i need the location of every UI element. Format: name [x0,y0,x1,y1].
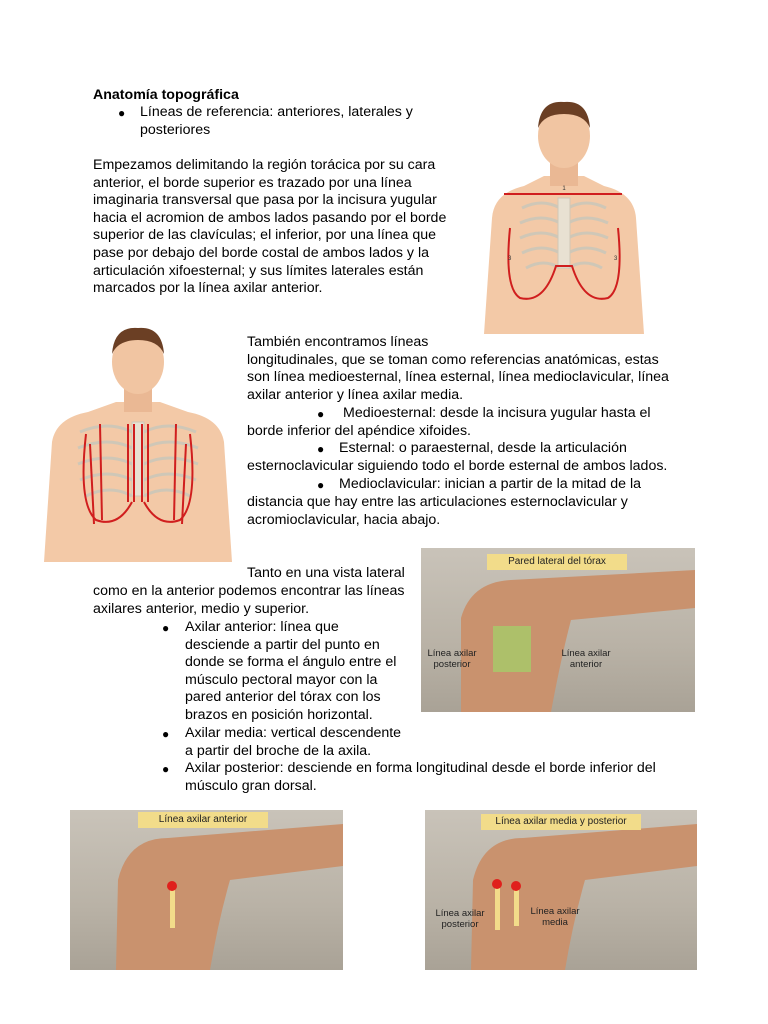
label-axilar-media: Línea axilar media [530,906,580,928]
bullet-icon: ● [317,407,325,421]
text-line: axilar anterior y línea axilar media. [247,386,464,403]
list-item-esternal-rest: esternoclavicular siguiendo todo el borde esternal de ambos lados. [247,458,668,474]
label-axilar-posterior: Línea axilar posterior [427,648,477,670]
text-line: Axilar media: vertical descendente [185,725,402,741]
thorax-anterior-figure-2 [38,324,238,562]
text-line: longitudinales, que se toman como referencias anatómicas, estas [247,351,659,368]
axilar-anterior-title: Línea axilar anterior [138,812,268,828]
bullet-icon: ● [162,621,170,635]
text-line: desciende a partir del punto en [185,636,380,653]
axilar-anterior-photo [70,810,343,970]
text-line: brazos en posición horizontal. [185,706,373,723]
paragraph-longitudinal [247,334,677,404]
list-item-medioesternal-first: Medioesternal: desde la incisura yugular hasta el [343,405,651,421]
reference-lines-item [140,104,413,139]
text-line: Axilar posterior: desciende en forma longitudinal desde el borde inferior del [185,760,656,776]
text-line: Líneas de referencia: anteriores, laterales y [140,104,413,120]
text-line: pared anterior del tórax con los [185,689,381,706]
bullet-icon: ● [317,442,325,456]
text-line: donde se forma el ángulo entre el [185,654,397,671]
text-line: posteriores [140,121,211,138]
list-item-axilar-anterior [185,619,396,725]
axilar-media-posterior-title: Línea axilar media y posterior [481,814,641,830]
list-item-axilar-media [185,725,401,760]
bullet-icon: ● [162,727,170,741]
text-line: marcados por la línea axilar anterior. [93,280,323,297]
section-title: Anatomía topográfica [93,87,239,103]
list-item-esternal-first: Esternal: o paraesternal, desde la articulación [339,440,627,456]
paragraph-axilar-line2: como en la anterior podemos encontrar las líneas [93,583,405,599]
text-line: son línea medioesternal, línea esternal, línea medioclavicular, línea [247,369,669,386]
text-line: Axilar anterior: línea que [185,619,339,635]
label-axilar-anterior: Línea axilar anterior [561,648,611,670]
text-line: imaginaria transversal que pasa por la incisura yugular [93,192,437,209]
text-line: hacia el acromion de ambos lados pasando por el borde [93,209,447,226]
paragraph-axilar-line1: Tanto en una vista lateral [247,565,405,581]
lateral-wall-title: Pared lateral del tórax [487,554,627,570]
text-line: superior de las clavículas; el inferior, por una línea que [93,227,437,244]
paragraph-intro [93,157,453,298]
list-item-medioesternal-rest: borde inferior del apéndice xifoides. [247,423,471,439]
text-line: Empezamos delimitando la región torácica por su cara [93,157,436,173]
text-line: músculo pectoral mayor con la [185,671,378,688]
list-item-medioclavicular-rest: distancia que hay entre las articulaciones esternoclavicular y [247,494,628,510]
text-line: músculo gran dorsal. [185,777,317,794]
figure-label-right: 3 [614,256,618,262]
text-line: pase por debajo del borde costal de ambos lados y la [93,244,429,261]
text-line: También encontramos líneas [247,334,429,350]
figure-label-top: 1 [562,186,566,192]
text-line: anterior, el borde superior es trazado por una línea [93,174,412,191]
list-item-medioclavicular-rest2: acromioclavicular, hacia abajo. [247,512,441,528]
list-item-axilar-posterior [185,760,656,795]
text-line: a partir del broche de la axila. [185,742,372,759]
label-axilar-posterior: Línea axilar posterior [435,908,485,930]
bullet-icon: ● [118,106,126,120]
bullet-icon: ● [317,478,325,492]
text-line: articulación xifoesternal; y sus límites laterales están [93,262,424,279]
thorax-anterior-figure-1 [464,98,664,334]
bullet-icon: ● [162,762,170,776]
lateral-wall-photo [421,548,695,712]
paragraph-axilar-line3: axilares anterior, medio y superior. [93,601,310,617]
axilar-media-posterior-photo [425,810,697,970]
list-item-medioclavicular-first: Medioclavicular: inician a partir de la mitad de la [339,476,642,492]
figure-label-left: 3 [508,256,512,262]
